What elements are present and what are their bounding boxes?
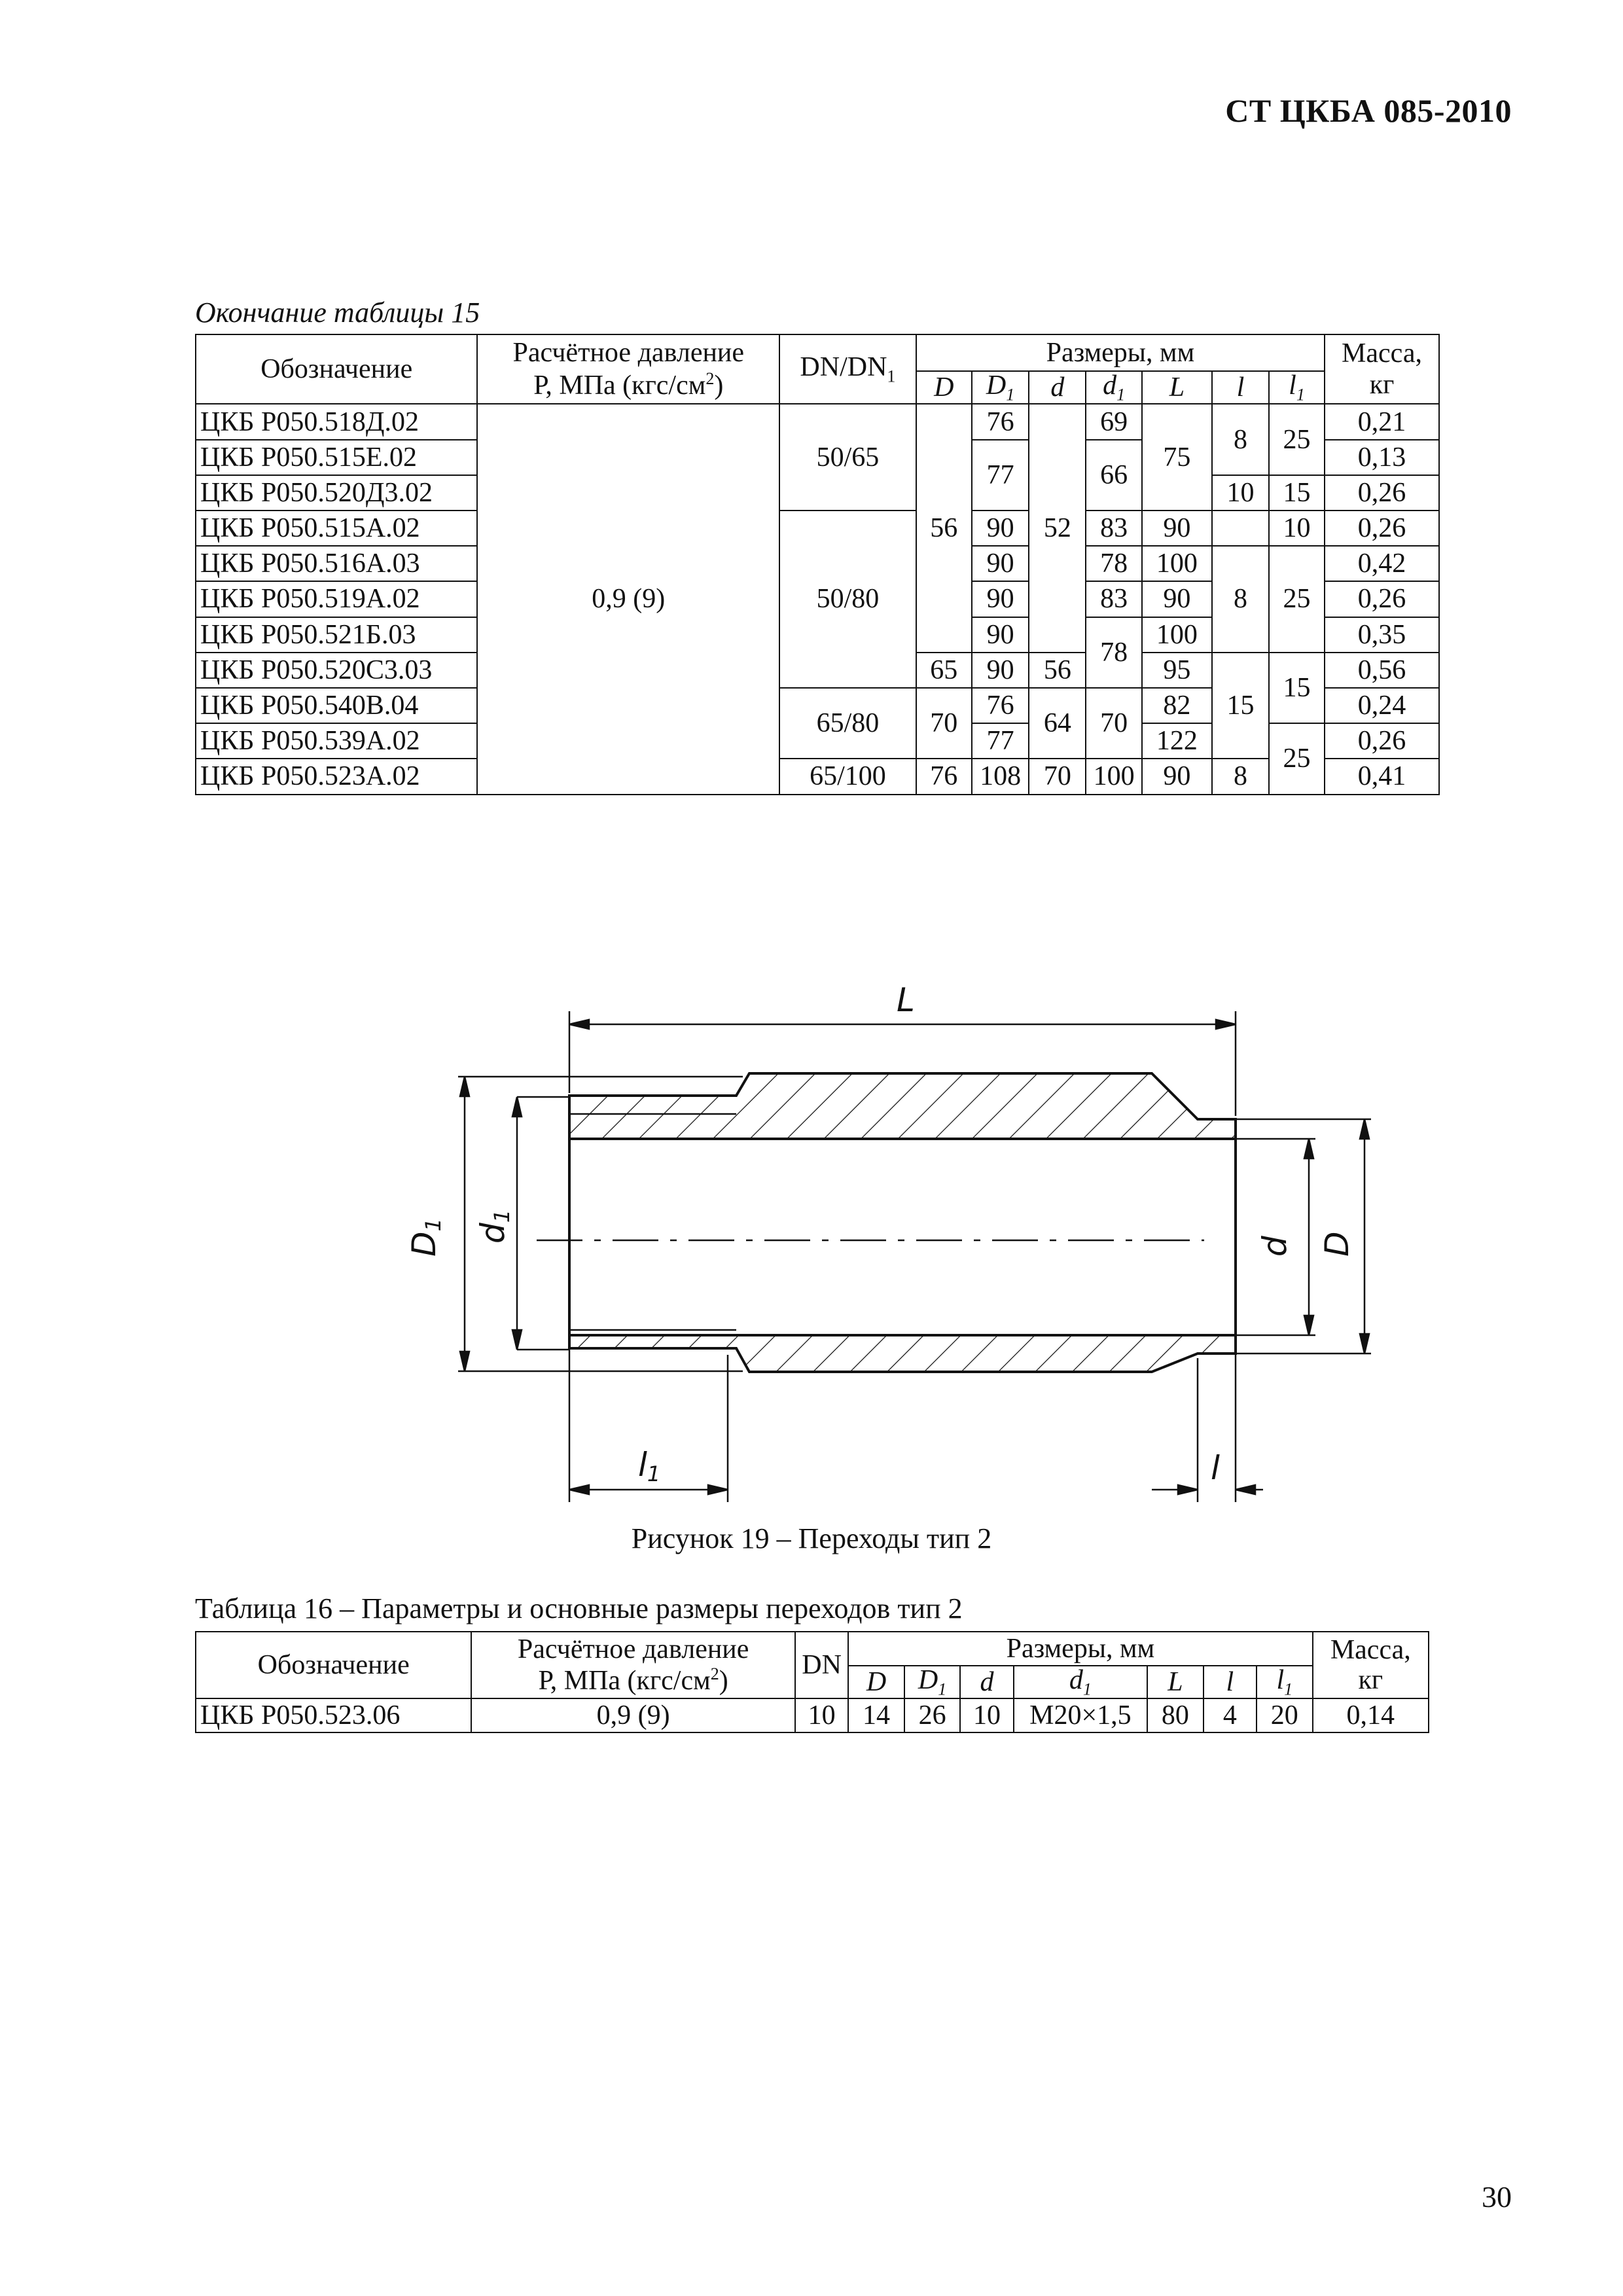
header-d1: $d_1$ [1014, 1666, 1147, 1698]
label-D: D [1318, 1231, 1356, 1257]
cell-pressure: 0,9 (9) [477, 404, 779, 794]
label-d: d [1256, 1236, 1294, 1257]
cell-d1: М20×1,5 [1014, 1698, 1147, 1732]
cell-mass: 0,26 [1325, 581, 1439, 617]
cell-l1: 25 [1269, 404, 1325, 475]
cell-d1: 66 [1086, 440, 1142, 511]
cell-designation: ЦКБ Р050.520С3.03 [196, 653, 477, 688]
cell-mass: 0,35 [1325, 617, 1439, 653]
cell-D1: 76 [972, 688, 1029, 723]
label-D1: D1 [405, 1218, 446, 1257]
header-pressure: Расчётное давление Р, МПа $(кгс/см^2)$ [477, 334, 779, 404]
cell-l1: 15 [1269, 653, 1325, 723]
header-l1: $l_1$ [1257, 1666, 1313, 1698]
cell-designation: ЦКБ Р050.515А.02 [196, 511, 477, 546]
dimension-d1 [512, 1097, 569, 1350]
table15-caption: Окончание таблицы 15 [195, 296, 480, 329]
cell-L: 90 [1142, 511, 1212, 546]
table16-caption: Таблица 16 – Параметры и основные размеры переходов тип 2 [195, 1592, 963, 1624]
cell-l1: 25 [1269, 546, 1325, 653]
cell-L: 100 [1142, 617, 1212, 653]
header-designation: Обозначение [196, 1632, 471, 1698]
cell-mass: 0,26 [1325, 723, 1439, 759]
cell-designation: ЦКБ Р050.521Б.03 [196, 617, 477, 653]
cell-D1: 108 [972, 759, 1029, 794]
cell-D1: 77 [972, 723, 1029, 759]
cell-L: 90 [1142, 581, 1212, 617]
cell-mass: 0,26 [1325, 511, 1439, 546]
header-l1: $l_1$ [1269, 371, 1325, 404]
cell-d1: 78 [1086, 546, 1142, 581]
cell-designation: ЦКБ Р050.523А.02 [196, 759, 477, 794]
cell-dn: 50/80 [779, 511, 916, 688]
cell-L: 100 [1142, 546, 1212, 581]
cell-mass: 0,41 [1325, 759, 1439, 794]
cell-d1: 70 [1086, 688, 1142, 759]
header-L: L [1147, 1666, 1204, 1698]
cell-d: 52 [1029, 404, 1086, 652]
cell-D: 65 [916, 653, 972, 688]
part-outline [569, 1073, 1236, 1372]
cell-mass: 0,56 [1325, 653, 1439, 688]
header-d: d [960, 1666, 1013, 1698]
header-D1: $D_1$ [972, 371, 1029, 404]
page-number: 30 [1482, 2180, 1512, 2214]
cell-l: 8 [1212, 546, 1269, 653]
cell-L: 122 [1142, 723, 1212, 759]
cell-d: 64 [1029, 688, 1086, 759]
cell-designation: ЦКБ Р050.516А.03 [196, 546, 477, 581]
cell-L: 95 [1142, 653, 1212, 688]
cell-l: 8 [1212, 404, 1269, 475]
cell-designation: ЦКБ Р050.515Е.02 [196, 440, 477, 475]
table-16 [195, 1631, 1429, 1733]
cell-D: 76 [916, 759, 972, 794]
header-L: L [1142, 371, 1212, 404]
header-D: D [848, 1666, 904, 1698]
header-d1: $d_1$ [1086, 371, 1142, 404]
cell-l: 10 [1212, 475, 1269, 511]
label-l1: l1 [638, 1446, 661, 1486]
header-mass: Масса, кг [1313, 1632, 1429, 1698]
header-D1: $D_1$ [904, 1666, 961, 1698]
label-L: L [897, 981, 915, 1019]
cell-D1: 90 [972, 617, 1029, 653]
header-D: D [916, 371, 972, 404]
header-designation: Обозначение [196, 334, 477, 404]
cell-mass: 0,24 [1325, 688, 1439, 723]
cell-d1: 100 [1086, 759, 1142, 794]
cell-dn: 65/80 [779, 688, 916, 759]
cell-l1: 15 [1269, 475, 1325, 511]
cell-mass: 0,13 [1325, 440, 1439, 475]
cell-D1: 26 [904, 1698, 961, 1732]
cell-L: 90 [1142, 759, 1212, 794]
cell-l1: 25 [1269, 723, 1325, 794]
header-sizes: Размеры, мм [916, 334, 1325, 371]
cell-D1: 90 [972, 653, 1029, 688]
cell-L: 80 [1147, 1698, 1204, 1732]
cell-D: 56 [916, 404, 972, 652]
cell-D: 70 [916, 688, 972, 759]
cell-designation: ЦКБ Р050.523.06 [196, 1698, 471, 1732]
cell-d1: 83 [1086, 511, 1142, 546]
cell-mass: 0,14 [1313, 1698, 1429, 1732]
header-dn: DN [795, 1632, 848, 1698]
cell-d: 56 [1029, 653, 1086, 688]
header-l: l [1204, 1666, 1257, 1698]
header-pressure: Расчётное давление Р, МПа $(кгс/см^2)$ [471, 1632, 794, 1698]
cell-mass: 0,26 [1325, 475, 1439, 511]
figure-19-caption: Рисунок 19 – Переходы тип 2 [631, 1522, 992, 1554]
cell-l1: 20 [1257, 1698, 1313, 1732]
cell-D: 14 [848, 1698, 904, 1732]
cell-dn: 50/65 [779, 404, 916, 511]
cell-designation: ЦКБ Р050.540В.04 [196, 688, 477, 723]
cell-l1: 10 [1269, 511, 1325, 546]
cell-mass: 0,42 [1325, 546, 1439, 581]
cell-dn: 10 [795, 1698, 848, 1732]
header-l: l [1212, 371, 1269, 404]
cell-designation: ЦКБ Р050.519А.02 [196, 581, 477, 617]
label-l: l [1211, 1449, 1220, 1487]
cell-l: 15 [1212, 653, 1269, 759]
document-code: СТ ЦКБА 085-2010 [1225, 92, 1512, 129]
cell-mass: 0,21 [1325, 404, 1439, 439]
cell-dn: 65/100 [779, 759, 916, 794]
cell-l: 8 [1212, 759, 1269, 794]
cell-D1: 90 [972, 581, 1029, 617]
cell-L: 82 [1142, 688, 1212, 723]
cell-d: 70 [1029, 759, 1086, 794]
cell-D1: 77 [972, 440, 1029, 511]
cell-pressure: 0,9 (9) [471, 1698, 794, 1732]
header-d: d [1029, 371, 1086, 404]
cell-d: 10 [960, 1698, 1013, 1732]
cell-D1: 90 [972, 511, 1029, 546]
header-dn: $DN/DN_1$ [779, 334, 916, 404]
cell-d1: 69 [1086, 404, 1142, 439]
cell-designation: ЦКБ Р050.520Д3.02 [196, 475, 477, 511]
cell-L: 75 [1142, 404, 1212, 511]
cell-D1: 76 [972, 404, 1029, 439]
label-d1: d1 [474, 1209, 514, 1244]
cell-d1: 78 [1086, 617, 1142, 688]
cell-designation: ЦКБ Р050.539А.02 [196, 723, 477, 759]
header-mass: Масса, кг [1325, 334, 1439, 404]
cell-designation: ЦКБ Р050.518Д.02 [196, 404, 477, 439]
header-sizes: Размеры, мм [848, 1632, 1312, 1666]
cell-l: 4 [1204, 1698, 1257, 1732]
cell-d1: 83 [1086, 581, 1142, 617]
cell-D1: 90 [972, 546, 1029, 581]
